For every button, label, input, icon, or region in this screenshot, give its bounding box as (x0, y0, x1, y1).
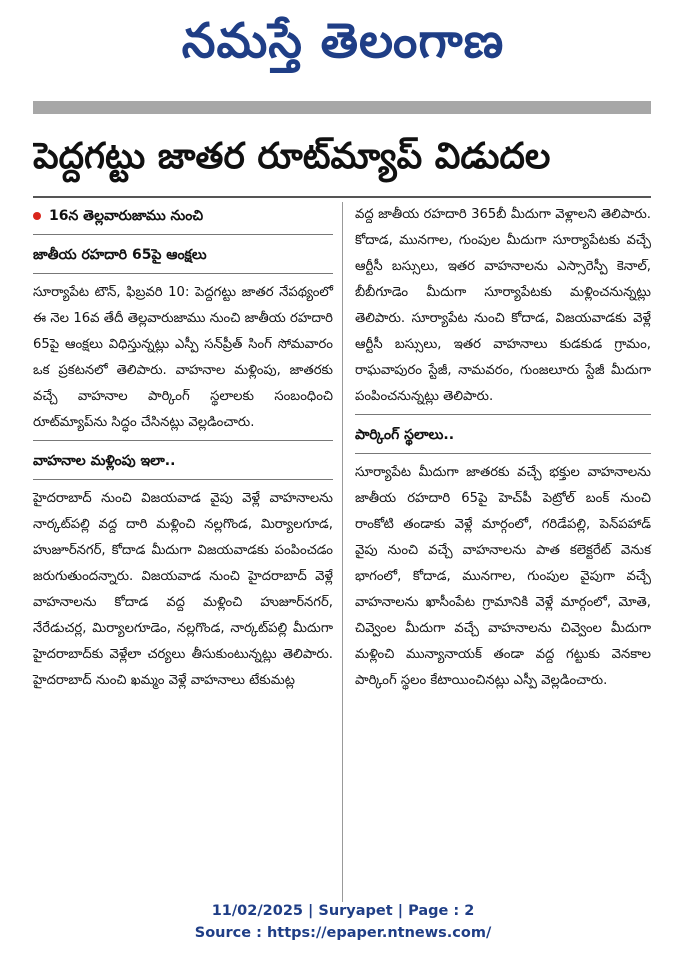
divider (33, 440, 333, 441)
footer-dateline: 11/02/2025 | Suryapet | Page : 2 (211, 903, 475, 919)
paragraph: వద్ద జాతీయ రహదారి 365బీ మీదుగా వెళ్లాలని తెలిపారు. కోదాడ, మునగాల, గుంపుల మీదుగా సూర్యాపేటకు వచ్చే ఆర్టీసీ బస్సులు, ఇతర వాహనాలను ఎస్సారెస్పీ కెనాల్, బీబీగూడెం మీదుగా సూర్యాపేటకు మళ్లించనున్నట్లు తెలిపారు. సూర్యాపేట నుంచి కోదాడ, విజయవాడకు వెళ్లే ఆర్టీసీ బస్సులు, ఇతర వాహనాలు కుడకుడ గ్రామం, రాఘవాపురం స్టేజీ, నామవరం, గుంజలూరు స్టేజీ మీదుగా పంపించనున్నట్లు తెలిపారు. (355, 207, 651, 404)
masthead (0, 0, 686, 100)
paragraph: హైదరాబాద్ నుంచి విజయవాడ వైపు వెళ్లే వాహనాలను నార్కట్‌పల్లి వద్ద దారి మళ్లించి నల్లగొండ, మిర్యాలగూడ, హుజూర్‌నగర్, కోదాడ మీదుగా విజయవాడకు పంపించడం జరుగుతుందన్నారు. విజయవాడ నుంచి హైదరాబాద్ వెళ్లే వాహనాలను కోదాడ వద్ద మళ్లించి హుజూర్‌నగర్, నేరేడుచర్ల, మిర్యాలగూడెం, నల్లగొండ, నార్కట్‌పల్లి మీదుగా హైదరాబాద్‌కు వెళ్లేలా చర్యలు తీసుకుంటున్నట్లు తెలిపారు. హైదరాబాద్ నుంచి ఖమ్మం వెళ్లే వాహనాలు టేకుమట్ల (33, 491, 333, 688)
divider (355, 453, 651, 454)
section-heading: పార్కింగ్ స్థలాలు.. (355, 427, 455, 443)
bullet-icon (33, 212, 41, 220)
masthead-rule (33, 101, 651, 114)
kicker (33, 202, 333, 230)
paragraph: సూర్యాపేట మీదుగా జాతరకు వచ్చే భక్తుల వాహనాలను జాతీయ రహదారి 65పై హెచ్‌పీ పెట్రోల్ బంక్ నుంచి రాంకోటి తండాకు వెళ్లే మార్గంలో, గరిడేపల్లి, పెన్‌పహాడ్ వైపు నుంచి వచ్చే వాహనాలను పాత కలెక్టరేట్ వెనుక భాగంలో, కోదాడ, మునగాల, గుంపుల వైపుగా వచ్చే వాహనాలను ఖాసీంపేట గ్రామానికి వెళ్లే మార్గంలో, మోతె, చివ్వెంల మీదుగా వచ్చే వాహనాలను చివ్వెంల మీదుగా మళ్లించి మున్యానాయక్ తండా వద్ద గట్టుకు వెనకాల పార్కింగ్ స్థలం కేటాయించినట్లు ఎస్పీ వెల్లడించారు. (355, 465, 651, 688)
masthead-logo: నమస్తే తెలంగాణ (181, 13, 505, 69)
footer-source: Source : https://epaper.ntnews.com/ (194, 925, 492, 941)
article-column-left (33, 202, 333, 694)
kicker-text: 16న తెల్లవారుజాము నుంచి (49, 208, 204, 224)
divider (33, 273, 333, 274)
divider (355, 414, 651, 415)
divider (33, 479, 333, 480)
divider (33, 234, 333, 235)
subhead: జాతీయ రహదారి 65పై ఆంక్షలు (33, 247, 207, 263)
article-column-right (355, 202, 651, 694)
paragraph: సూర్యాపేట టౌన్, ఫిబ్రవరి 10: పెద్దగట్టు జాతర నేపథ్యంలో ఈ నెల 16వ తేదీ తెల్లవారుజాము నుంచి జాతీయ రహదారి 65పై ఆంక్షలు విధిస్తున్నట్లు ఎస్పీ సన్‌ప్రీత్ సింగ్ సోమవారం ఒక ప్రకటనలో తెలిపారు. వాహనాల మళ్లింపు, జాతరకు వచ్చే వాహనాల పార్కింగ్ స్థలాలకు సంబంధించి రూట్‌మ్యాప్‌ను సిద్ధం చేసినట్లు వెల్లడించారు. (33, 285, 333, 430)
section-heading: వాహనాల మళ్లింపు ఇలా.. (33, 453, 176, 469)
footer (0, 900, 686, 944)
column-divider (342, 202, 343, 902)
headline-divider (33, 196, 651, 198)
article-headline: పెద్దగట్టు జాతర రూట్‌మ్యాప్ విడుదల (33, 136, 551, 177)
